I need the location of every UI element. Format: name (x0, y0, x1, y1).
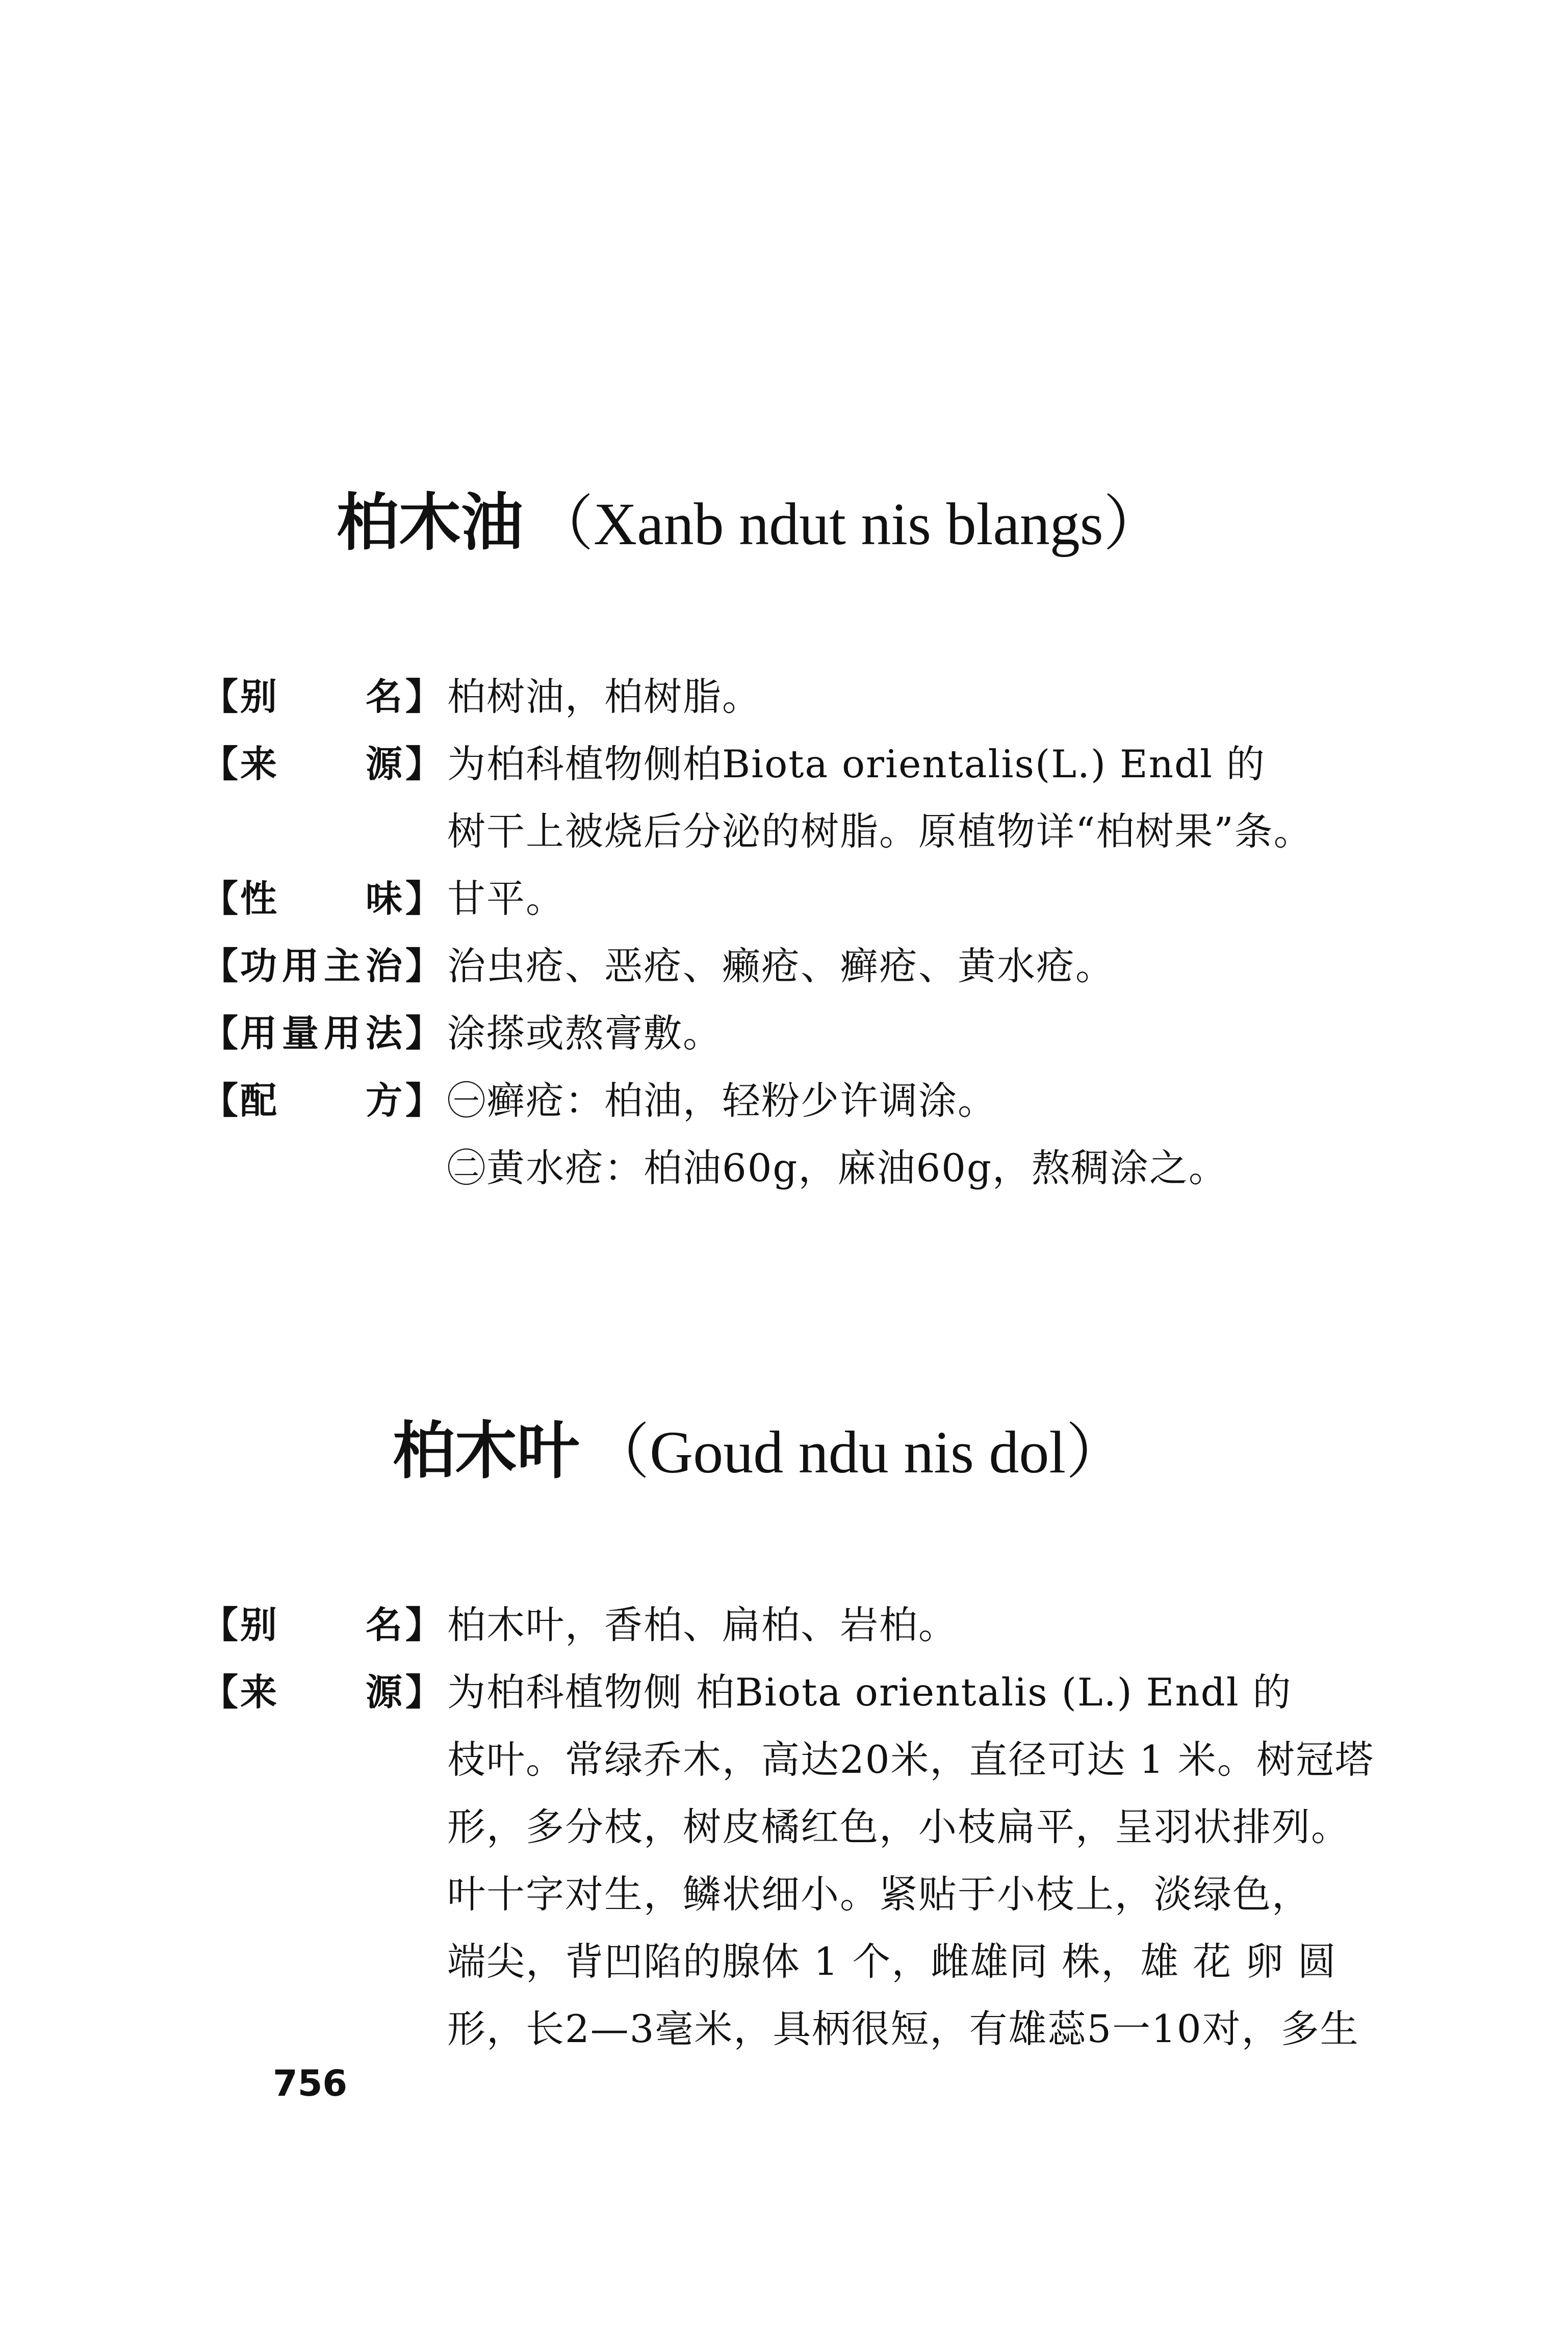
field-value (441, 1659, 1405, 2062)
label-bracket-open: 【 (201, 877, 239, 920)
label-char: 用 (281, 945, 319, 987)
label-char: 来 (240, 743, 277, 785)
entry-heading (393, 1408, 1126, 1496)
label-char: 方 (365, 1079, 402, 1122)
label-bracket-close: 】 (405, 1012, 443, 1055)
field-label (201, 730, 441, 798)
label-text (237, 865, 405, 932)
label-bracket-open: 【 (201, 945, 239, 987)
field-line: 涂搽或熬膏敷。 (447, 1011, 723, 1056)
label-char: 功 (240, 945, 277, 987)
field-line: 为柏科植物侧柏Biota orientalis(L.) Endl 的 (447, 742, 1266, 786)
entry-title-chinese: 柏木叶 (393, 1415, 579, 1487)
field-line: 形，多分枝，树皮橘红色，小枝扁平，呈羽状排列。 (447, 1804, 1351, 1849)
label-char: 法 (365, 1012, 402, 1055)
label-char: 用 (240, 1012, 277, 1055)
field-line: 端尖，背凹陷的腺体 1 个，雌雄同 株，雄 花 卵 圆 (447, 1939, 1337, 1984)
label-text (237, 1000, 405, 1067)
label-bracket-open: 【 (201, 1079, 239, 1122)
field-line: 为柏科植物侧 柏Biota orientalis (L.) Endl 的 (447, 1670, 1292, 1715)
label-text (237, 932, 405, 1000)
field-label (201, 932, 441, 1000)
field-prescription (201, 1067, 1405, 1202)
field-line: 治虫疮、恶疮、癞疮、癣疮、黄水疮。 (447, 944, 1115, 988)
entry-heading (337, 479, 1164, 568)
label-char: 治 (365, 945, 402, 987)
label-bracket-close: 】 (405, 877, 443, 920)
label-char: 名 (365, 1603, 402, 1646)
label-char: 别 (240, 675, 277, 718)
label-bracket-open: 【 (201, 675, 239, 718)
field-line: 树干上被烧后分泌的树脂。原植物详“柏树果”条。 (447, 809, 1313, 854)
field-value (441, 1000, 1405, 1067)
field-value (441, 1591, 1405, 1659)
field-indications (201, 932, 1405, 1000)
field-label (201, 1067, 441, 1134)
label-bracket-close: 】 (405, 1671, 443, 1714)
label-char: 名 (365, 675, 402, 718)
label-text (237, 1659, 405, 1726)
label-char: 量 (281, 1012, 319, 1055)
entry-fields (201, 1591, 1405, 2062)
field-dosage (201, 1000, 1405, 1067)
field-line: 甘平。 (447, 876, 565, 921)
label-char: 来 (240, 1671, 277, 1714)
label-bracket-open: 【 (201, 1603, 239, 1646)
field-line: 形，长2—3毫米，具柄很短，有雄蕊5一10对，多生 (447, 2006, 1359, 2051)
label-text (237, 1067, 405, 1134)
field-line: 柏木叶，香柏、扁柏、岩柏。 (447, 1602, 958, 1647)
label-bracket-close: 】 (405, 743, 443, 785)
field-value (441, 730, 1405, 865)
label-bracket-close: 】 (405, 1079, 443, 1122)
label-text (237, 663, 405, 730)
label-text (237, 730, 405, 798)
field-value (441, 663, 1405, 730)
label-bracket-close: 】 (405, 1603, 443, 1646)
label-text (237, 1591, 405, 1659)
field-line: ㊀癣疮：柏油，轻粉少许调涂。 (447, 1078, 997, 1123)
label-bracket-close: 】 (405, 675, 443, 718)
label-char: 源 (365, 743, 402, 785)
field-value (441, 1067, 1405, 1202)
field-label (201, 1659, 441, 1726)
field-line: 柏树油，柏树脂。 (447, 674, 762, 719)
field-alias (201, 1591, 1405, 1659)
field-label (201, 1591, 441, 1659)
field-label (201, 663, 441, 730)
entry-title-chinese: 柏木油 (337, 487, 523, 559)
field-value (441, 865, 1405, 932)
field-line: ㊁黄水疮：柏油60g，麻油60g，熬稠涂之。 (447, 1145, 1228, 1190)
entry-title-phonetic: （Goud ndu nis dol） (589, 1419, 1126, 1486)
field-source (201, 730, 1405, 865)
label-char: 用 (323, 1012, 361, 1055)
page-number: 756 (273, 2062, 348, 2104)
label-char: 别 (240, 1603, 277, 1646)
label-bracket-open: 【 (201, 743, 239, 785)
label-char: 性 (240, 877, 277, 920)
label-char: 味 (365, 877, 402, 920)
label-bracket-close: 】 (405, 945, 443, 987)
label-char: 源 (365, 1671, 402, 1714)
entry-fields (201, 663, 1405, 1202)
field-label (201, 1000, 441, 1067)
label-bracket-open: 【 (201, 1671, 239, 1714)
field-value (441, 932, 1405, 1000)
field-taste (201, 865, 1405, 932)
field-line: 枝叶。常绿乔木，高达20米，直径可达 1 米。树冠塔 (447, 1737, 1374, 1782)
label-char: 配 (240, 1079, 277, 1122)
field-label (201, 865, 441, 932)
field-source (201, 1659, 1405, 2062)
entry-title-phonetic: （Xanb ndut nis blangs） (533, 491, 1164, 557)
label-bracket-open: 【 (201, 1012, 239, 1055)
label-char: 主 (323, 945, 361, 987)
field-line: 叶十字对生，鳞状细小。紧贴于小枝上，淡绿色， (447, 1872, 1312, 1917)
field-alias (201, 663, 1405, 730)
